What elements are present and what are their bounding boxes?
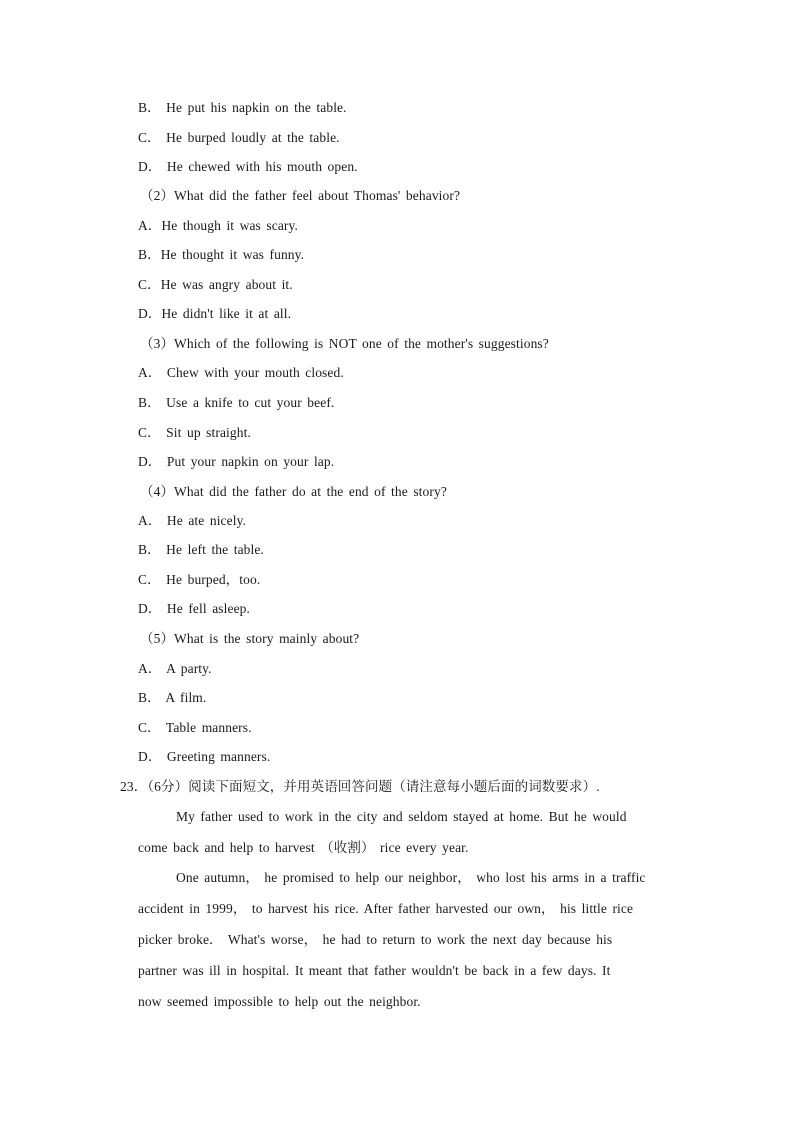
q2-stem: （2）What did the father feel about Thomas' behavior? [140, 188, 461, 203]
q5-option-c: C． Table manners. [138, 720, 252, 735]
q1-option-d: D． He chewed with his mouth open. [138, 159, 358, 174]
passage-p1-line2: come back and help to harvest （收割） rice every year. [138, 840, 469, 855]
passage-p1-line1: My father used to work in the city and seldom stayed at home. But he would [176, 809, 627, 824]
q2-option-a: A．He though it was scary. [138, 218, 298, 233]
q1-option-c: C． He burped loudly at the table. [138, 130, 340, 145]
question-23-header: 23．（6分）阅读下面短文，并用英语回答问题（请注意每小题后面的词数要求）. [120, 779, 600, 794]
q2-option-c: C．He was angry about it. [138, 277, 293, 292]
q5-option-a: A． A party. [138, 661, 212, 676]
q2-option-b: B．He thought it was funny. [138, 247, 305, 262]
q3-option-b: B． Use a knife to cut your beef. [138, 395, 335, 410]
q4-option-d: D． He fell asleep. [138, 601, 251, 616]
q5-option-d: D． Greeting manners. [138, 749, 271, 764]
passage-p2-line4: partner was ill in hospital. It meant that father wouldn't be back in a few days. It [138, 963, 611, 978]
passage-p2-line2: accident in 1999， to harvest his rice. After father harvested our own， his little rice [138, 901, 634, 916]
q4-option-a: A． He ate nicely. [138, 513, 247, 528]
q5-option-b: B． A film. [138, 690, 207, 705]
q2-option-d: D．He didn't like it at all. [138, 306, 292, 321]
q5-stem: （5）What is the story mainly about? [140, 631, 360, 646]
q4-stem: （4）What did the father do at the end of the story? [140, 484, 447, 499]
q3-option-d: D． Put your napkin on your lap. [138, 454, 335, 469]
q3-stem: （3）Which of the following is NOT one of the mother's suggestions? [140, 336, 549, 351]
passage-p2-line5: now seemed impossible to help out the neighbor. [138, 994, 421, 1009]
q3-option-c: C． Sit up straight. [138, 425, 251, 440]
q3-option-a: A． Chew with your mouth closed. [138, 365, 344, 380]
passage-p2-line1: One autumn， he promised to help our neighbor， who lost his arms in a traffic [176, 870, 646, 885]
q1-option-b: B． He put his napkin on the table. [138, 100, 347, 115]
passage-p2-line3: picker broke． What's worse， he had to return to work the next day because his [138, 932, 613, 947]
q4-option-c: C． He burped，too. [138, 572, 261, 587]
q4-option-b: B． He left the table. [138, 542, 264, 557]
